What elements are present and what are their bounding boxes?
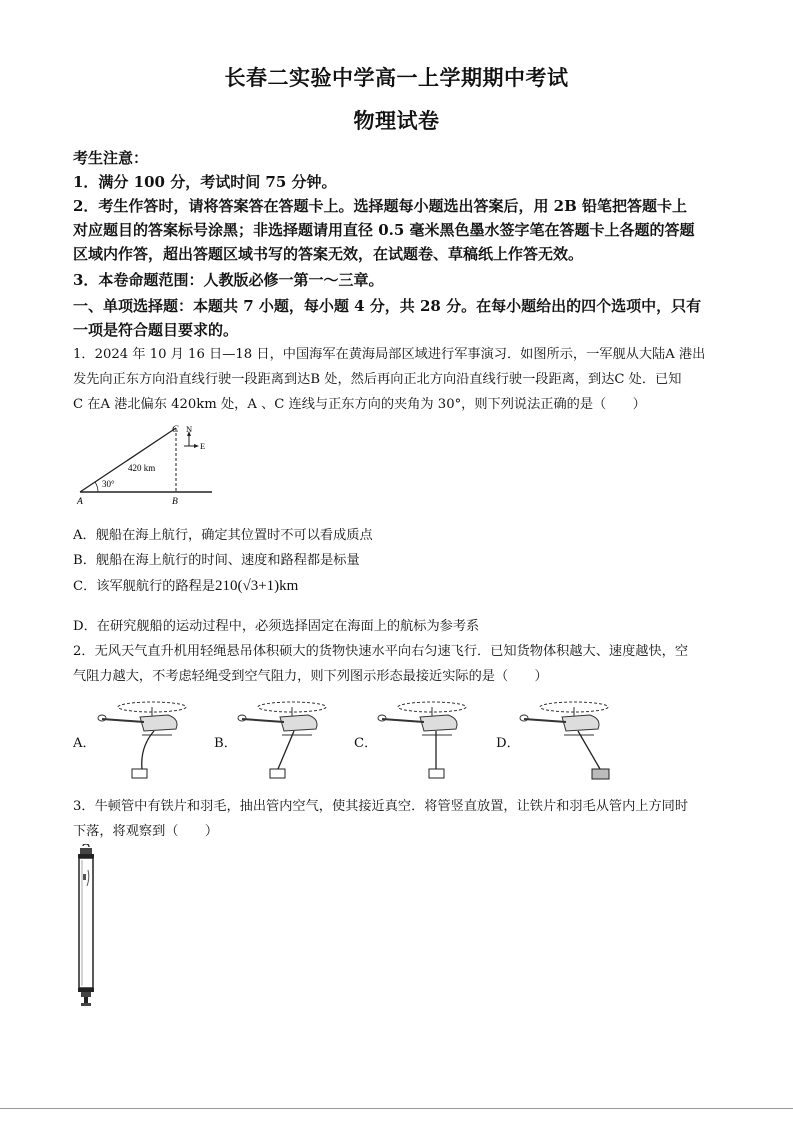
q1-stem-line-3: C 在A 港北偏东 420km 处，A 、C 连线与正东方向的夹角为 30°，则下列说法正确的是（ ） xyxy=(73,397,646,412)
q1-option-c-prefix: C．该军舰航行的路程是 xyxy=(73,579,215,594)
q2-option-a-label: A． xyxy=(73,736,96,751)
q1-option-b: B．舰船在海上航行的时间、速度和路程都是标量 xyxy=(73,553,360,568)
exam-title: 长春二实验中学高一上学期期中考试 xyxy=(224,65,569,90)
q2-option-d-label: D． xyxy=(496,736,520,751)
east-label: E xyxy=(200,441,206,451)
q2-option-b-helicopter xyxy=(236,697,332,783)
q2-option-a-helicopter xyxy=(96,697,192,783)
q1-label-c: C xyxy=(172,425,179,435)
q1-label-a: A xyxy=(77,497,83,507)
q3-stem-line-1: 3．牛顿管中有铁片和羽毛，抽出管内空气，使其接近真空．将管竖直放置，让铁片和羽毛从管内上方同时 xyxy=(73,799,689,814)
q1-triangle-figure xyxy=(72,420,222,508)
q2-option-c-label: C． xyxy=(354,736,378,751)
notice-item-3: 3．本卷命题范围：人教版必修一第一～三章。 xyxy=(73,271,384,289)
page-bottom-rule xyxy=(0,1108,793,1109)
section-1-heading: 一、单项选择题：本题共 7 小题，每小题 4 分，共 28 分。在每小题给出的四个选项中，只有 xyxy=(73,297,702,315)
notice-item-1: 1．满分 100 分，考试时间 75 分钟。 xyxy=(73,173,337,191)
north-label: N xyxy=(186,424,193,434)
notice-item-2-line-1: 2．考生作答时，请将答案答在答题卡上。选择题每小题选出答案后，用 2B 铅笔把答题卡上 xyxy=(73,197,688,215)
q2-option-b-label: B． xyxy=(214,736,237,751)
notice-heading: 考生注意： xyxy=(73,149,149,167)
q1-option-a: A．舰船在海上航行，确定其位置时不可以看成质点 xyxy=(73,528,373,543)
q1-option-c-formula: 210(√3+1)km xyxy=(214,578,299,594)
q2-option-c-helicopter xyxy=(376,697,472,783)
q2-stem-line-2: 气阻力越大，不考虑轻绳受到空气阻力，则下列图示形态最接近实际的是（ ） xyxy=(73,669,548,684)
notice-item-2-line-2: 对应题目的答案标号涂黑；非选择题请用直径 0.5 毫米黑色墨水签字笔在答题卡上各题的答题 xyxy=(73,221,695,239)
q1-option-c xyxy=(73,576,723,597)
newton-tube-figure xyxy=(70,844,100,1009)
q2-option-d-helicopter xyxy=(518,697,614,783)
q1-distance-label: 420 km xyxy=(128,463,156,473)
q1-stem-line-1: 1．2024 年 10 月 16 日—18 日，中国海军在黄海局部区域进行军事演习．如图所示，一军舰从大陆A 港出 xyxy=(73,347,706,362)
notice-item-2-line-3: 区域内作答，超出答题区域书写的答案无效，在试题卷、草稿纸上作答无效。 xyxy=(73,245,584,263)
q1-label-b: B xyxy=(172,497,178,507)
q1-angle-label: 30° xyxy=(102,479,115,489)
q1-stem-line-2: 发先向正东方向沿直线行驶一段距离到达B 处，然后再向正北方向沿直线行驶一段距离，到达C 处．已知 xyxy=(73,372,682,387)
section-1-heading-cont: 一项是符合题目要求的。 xyxy=(73,321,239,339)
q2-stem-line-1: 2．无风天气直升机用轻绳悬吊体积硕大的货物快速水平向右匀速飞行．已知货物体积越大、速度越快，空 xyxy=(73,644,689,659)
q3-stem-line-2: 下落，将观察到（ ） xyxy=(73,824,219,839)
exam-subtitle: 物理试卷 xyxy=(353,108,440,133)
q1-option-d: D．在研究舰船的运动过程中，必须选择固定在海面上的航标为参考系 xyxy=(73,619,480,634)
